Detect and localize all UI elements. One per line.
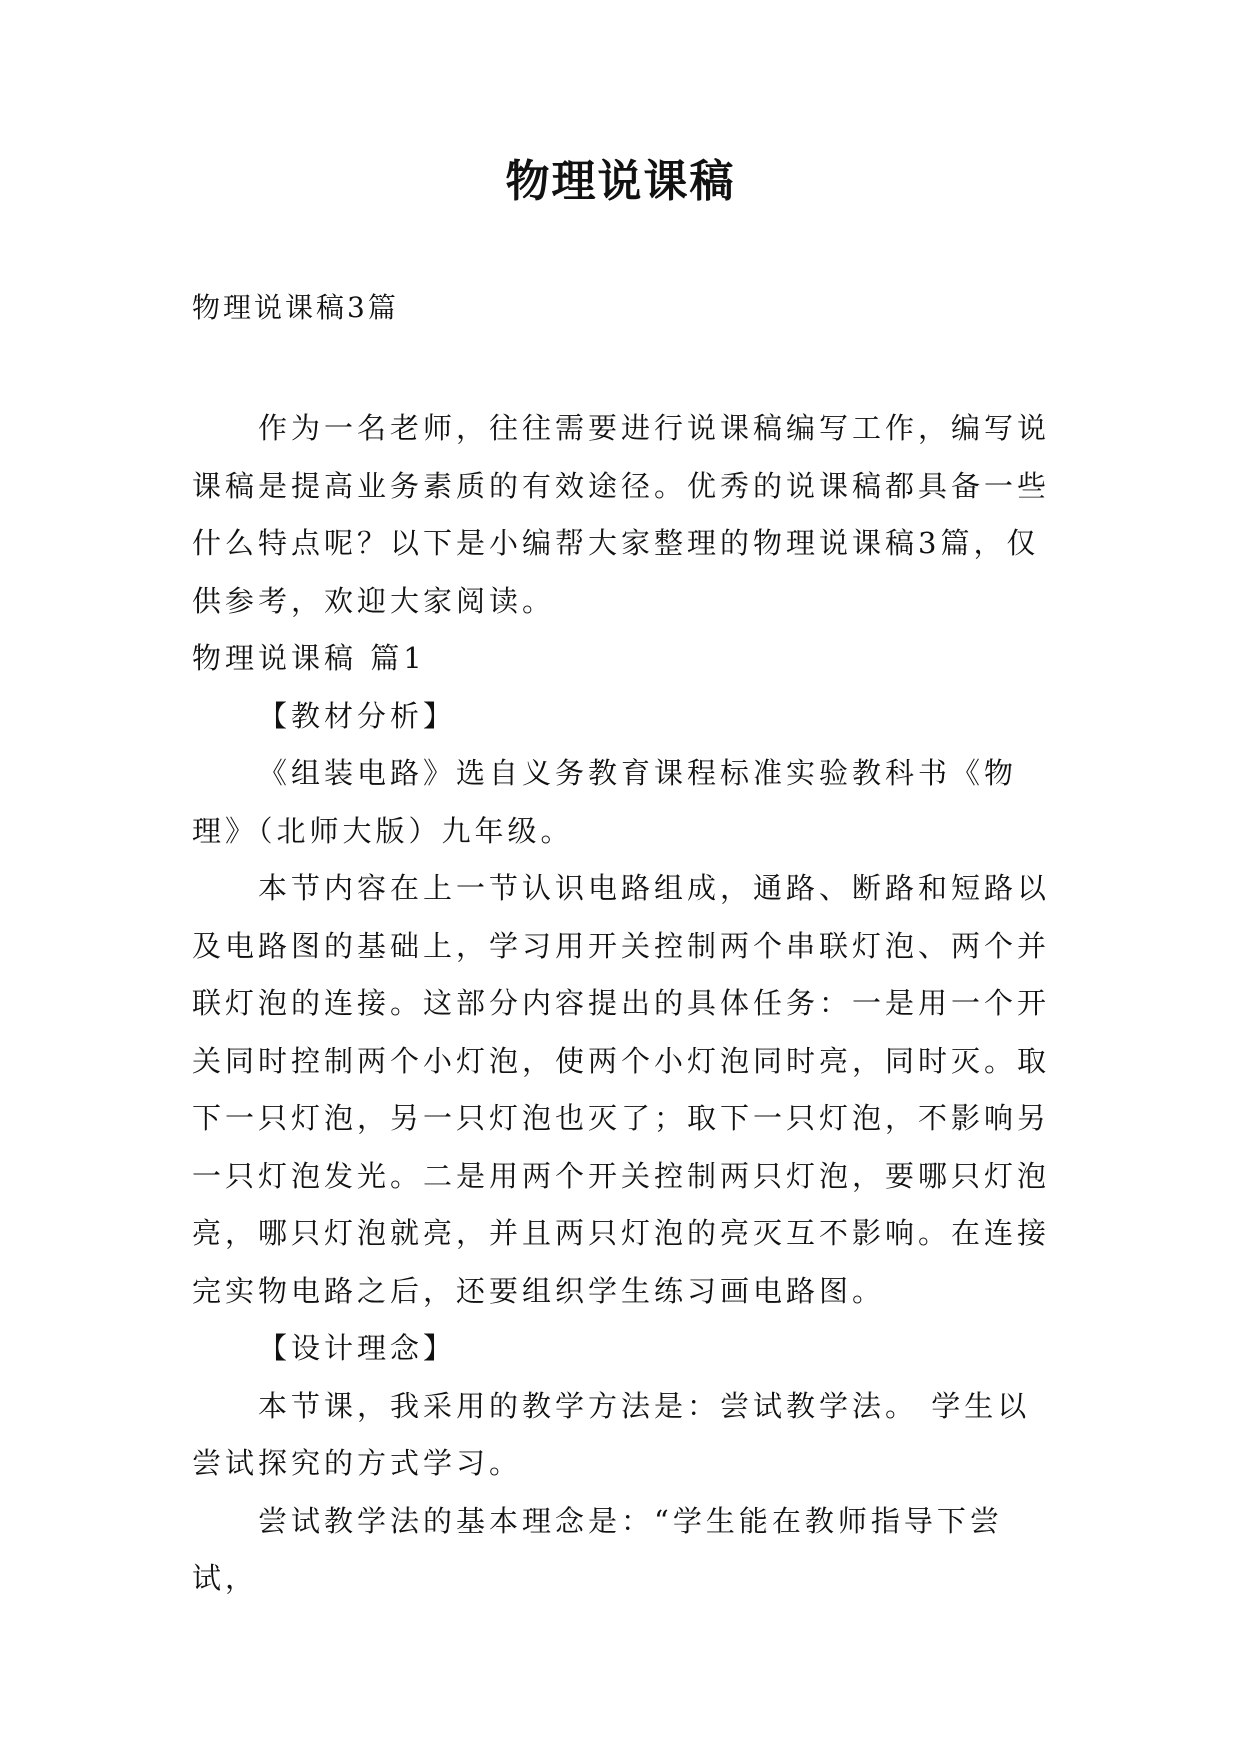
document-body — [192, 400, 1050, 1608]
document-title: 物理说课稿 — [505, 156, 736, 207]
paragraph-intro: 作为一名老师，往往需要进行说课稿编写工作，编写说课稿是提高业务素质的有效途径。优秀的说课稿都具备一些什么特点呢？以下是小编帮大家整理的物理说课稿3篇，仅供参考，欢迎大家阅读。 — [192, 411, 1051, 618]
heading-material-analysis: 【教材分析】 — [258, 698, 457, 733]
section-heading-part1: 物理说课稿 篇1 — [192, 641, 426, 675]
heading-design-concept: 【设计理念】 — [258, 1331, 457, 1365]
paragraph-method: 本节课，我采用的教学方法是：尝试教学法。 学生以尝试探究的方式学习。 — [192, 1388, 1031, 1480]
document-subtitle: 物理说课稿3篇 — [192, 291, 399, 324]
paragraph-content: 本节内容在上一节认识电路组成，通路、断路和短路以及电路图的基础上，学习用开关控制两个串联灯泡、两个并联灯泡的连接。这部分内容提出的具体任务：一是用一个开关同时控制两个小灯泡，使两个小灯泡同时亮，同时灭。取下一只灯泡，另一只灯泡也灭了；取下一只灯泡，不影响另一只灯泡发光。二是用两个开关控制两只灯泡，要哪只灯泡亮，哪只灯泡就亮，并且两只灯泡的亮灭互不影响。在连接完实物电路之后，还要组织学生练习画电路图。 — [192, 871, 1051, 1308]
paragraph-concept: 尝试教学法的基本理念是：“学生能在教师指导下尝试， — [192, 1503, 1003, 1595]
paragraph-source: 《组装电路》选自义务教育课程标准实验教科书《物理》（北师大版）九年级。 — [192, 756, 1018, 848]
